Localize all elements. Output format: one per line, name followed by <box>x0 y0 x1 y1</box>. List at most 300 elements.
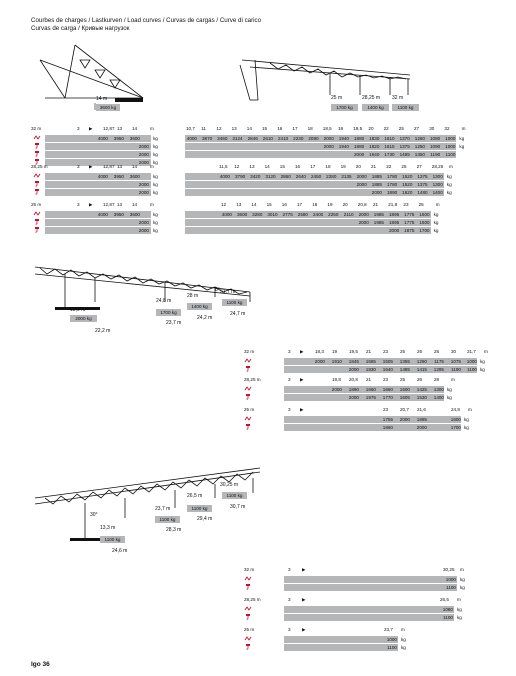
winch-icon <box>244 357 252 364</box>
diag3-load4: 1100 kg <box>222 299 247 306</box>
load-value: 2110 <box>343 212 354 217</box>
load-bar <box>284 584 457 591</box>
arrow-icon: ▶ <box>302 567 306 572</box>
diag3-r1: 13,9 m <box>70 307 86 313</box>
header-cell: 18 <box>325 164 331 169</box>
load-bar <box>284 636 398 643</box>
header-cell: 3 <box>77 164 80 169</box>
load-value: 1500 <box>399 387 410 392</box>
header-cell: m <box>484 349 488 354</box>
header-cell: 14 <box>264 164 270 169</box>
load-value: 4000 <box>97 174 108 179</box>
load-value: 4000 <box>97 136 108 141</box>
crane-diagram-1 <box>25 40 150 110</box>
load-value: 1910 <box>331 359 342 364</box>
load-value: 2000 <box>388 228 400 233</box>
diag3-h2: 23,7 m <box>166 320 182 326</box>
header-cell: 21,8 <box>388 202 398 207</box>
load-value: 1000 <box>386 637 397 642</box>
header-cell: 12,87 <box>103 202 115 207</box>
header-cell: 21 <box>371 164 377 169</box>
load-value: 1000 <box>445 577 456 582</box>
load-value: 1485 <box>399 152 410 157</box>
diag4-r3: 26,5 m <box>187 493 203 499</box>
header-cell: m <box>457 597 461 602</box>
hook-icon <box>244 583 252 590</box>
unit-label: kg <box>153 174 158 179</box>
load-value: 3950 <box>113 212 124 217</box>
unit-label: kg <box>464 417 469 422</box>
unit-label: kg <box>153 182 158 187</box>
load-value: 1290 <box>416 359 427 364</box>
unit-label: kg <box>153 136 158 141</box>
load-value: 1895 <box>416 417 427 422</box>
load-value: 4000 <box>97 212 108 217</box>
winch-icon <box>33 172 41 179</box>
header-cell: 26 <box>417 377 423 382</box>
header-cell: 3 <box>77 126 80 131</box>
header-cell: 16 <box>295 164 301 169</box>
load-value: 1880 <box>353 144 365 149</box>
load-value: 1755 <box>382 417 393 422</box>
load-value: 3600 <box>129 174 140 179</box>
diag3-h1: 22,2 m <box>95 328 111 334</box>
hook-icon <box>33 226 41 233</box>
diag4-h4: 30,7 m <box>230 504 246 510</box>
diag3-load1: 2000 kg <box>70 315 97 322</box>
diag3-h4: 24,7 m <box>230 311 246 317</box>
header-cell: 27 <box>416 164 422 169</box>
unit-label: kg <box>153 160 158 165</box>
load-value: 1780 <box>386 174 398 179</box>
hook-icon <box>244 365 252 372</box>
load-value: 1885 <box>371 174 382 179</box>
load-value: 1080 <box>442 607 453 612</box>
header-cell: m <box>461 126 466 131</box>
header-cell: 11 <box>201 126 206 131</box>
load-value: 1600 <box>419 220 430 225</box>
load-value: 1295 <box>433 367 444 372</box>
load-value: 2450 <box>310 174 322 179</box>
hook-icon <box>244 643 252 650</box>
diag4-r4: 30,25 m <box>220 482 239 488</box>
diag3-h3: 24,2 m <box>197 315 213 321</box>
diag4-load1: 1100 kg <box>100 536 125 543</box>
header-cell: 21 <box>366 349 372 354</box>
load-bar <box>284 614 454 621</box>
diag2-load3: 1100 kg <box>392 104 419 111</box>
arrow-icon: ▶ <box>89 202 93 207</box>
load-value: 1355 <box>399 359 410 364</box>
winch-icon <box>244 575 252 582</box>
winch-icon <box>244 385 252 392</box>
diag4-load3: 1100 kg <box>187 505 212 512</box>
header-cell: 24,8 <box>451 407 460 412</box>
load-value: 2000 <box>358 212 369 217</box>
load-value: 2000 <box>323 144 334 149</box>
load-value: 1775 <box>404 212 415 217</box>
load-value: 2000 <box>138 144 149 149</box>
header-cell: 25 <box>400 349 406 354</box>
header-cell: 21 <box>373 202 379 207</box>
load-value: 1080 <box>429 136 441 141</box>
load-value: 1820 <box>369 144 380 149</box>
diag3-r4: 31,7 m <box>220 289 236 295</box>
header-cell: m <box>150 126 154 131</box>
load-value: 2400 <box>312 212 324 217</box>
winch-icon <box>33 210 41 217</box>
header-cell: 12,87 <box>103 164 115 169</box>
load-value: 3790 <box>234 174 246 179</box>
header-cell: 3 <box>288 597 291 602</box>
load-value: 2000 <box>138 220 149 225</box>
header-cell: 26,5 <box>440 597 449 602</box>
arrow-icon: ▶ <box>302 597 306 602</box>
load-value: 3120 <box>265 174 276 179</box>
header-line2: Curvas de carga / Кривые нагрузок <box>31 25 130 32</box>
hook-icon <box>244 423 252 430</box>
header-cell: m <box>150 202 154 207</box>
hook-icon <box>33 218 41 225</box>
header-cell: 14 <box>246 126 252 131</box>
header-cell: 3 <box>288 567 291 572</box>
header-cell: 10,7 <box>186 126 195 131</box>
header-cell: 25 <box>418 202 424 207</box>
load-value: 2000 <box>399 417 410 422</box>
header-cell: 28 <box>434 377 440 382</box>
load-value: 1100 <box>443 615 453 620</box>
load-value: 1620 <box>402 190 413 195</box>
load-value: 2280 <box>326 174 337 179</box>
arrow-icon: ▶ <box>300 407 304 412</box>
load-value: 2000 <box>353 152 365 157</box>
unit-label: kg <box>153 190 158 195</box>
header-cell: 23 <box>383 349 389 354</box>
winch-icon <box>244 605 252 612</box>
load-value: 1780 <box>386 182 398 187</box>
load-value: 1830 <box>365 367 376 372</box>
load-value: 1000 <box>445 136 456 141</box>
header-cell: 17 <box>292 126 298 131</box>
header-cell: 19,5 <box>353 126 363 131</box>
load-value: 2846 <box>247 136 258 141</box>
header-cell: 19 <box>332 349 338 354</box>
header-cell: 14 <box>132 202 138 207</box>
arrow-icon: ▶ <box>300 377 304 382</box>
unit-label: kg <box>153 144 158 149</box>
load-value: 1175 <box>434 359 444 364</box>
header-cell: 19 <box>327 202 333 207</box>
unit-label: kg <box>153 212 158 217</box>
load-value: 1100 <box>445 152 456 157</box>
load-value: 1090 <box>429 144 441 149</box>
header-cell: 18 <box>307 126 313 131</box>
header-cell: 28 <box>434 349 440 354</box>
unit-label: kg <box>447 387 452 392</box>
load-value: 2000 <box>314 359 325 364</box>
unit-label: kg <box>401 637 406 642</box>
load-value: 4000 <box>219 174 230 179</box>
load-value: 2000 <box>348 395 359 400</box>
header-cell: 22 <box>386 164 392 169</box>
load-value: 3600 <box>236 212 248 217</box>
header-cell: 26 <box>417 349 423 354</box>
load-value: 1100 <box>387 645 397 650</box>
diag4-r2: 23,7 m <box>155 506 171 512</box>
hook-icon <box>33 150 41 157</box>
load-value: 3950 <box>113 136 124 141</box>
load-bar <box>284 416 461 423</box>
load-value: 2000 <box>356 182 367 187</box>
header-cell: 27 <box>414 126 420 131</box>
load-value: 1660 <box>365 387 376 392</box>
jib-length: 25 m <box>244 627 255 632</box>
load-value: 1425 <box>416 387 427 392</box>
unit-label: kg <box>446 190 452 195</box>
load-value: 1300 <box>432 182 443 187</box>
header-cell: 30 <box>451 349 457 354</box>
header-cell: 13 <box>231 126 237 131</box>
jib-length: 25 m <box>244 407 255 412</box>
load-value: 1775 <box>404 220 415 225</box>
load-value: 3420 <box>250 174 261 179</box>
load-value: 2610 <box>262 136 273 141</box>
header-cell: 15 <box>266 202 272 207</box>
unit-label: kg <box>460 577 465 582</box>
load-value: 1730 <box>384 152 395 157</box>
load-value: 1610 <box>384 136 395 141</box>
load-value: 2000 <box>323 136 334 141</box>
diag3-r2: 24,8 m <box>156 298 172 304</box>
header-cell: 30 <box>429 126 435 131</box>
header-cell: 12 <box>221 202 227 207</box>
diag4-h1: 24,6 m <box>112 548 128 554</box>
header-cell: 20 <box>368 126 374 131</box>
hook-icon <box>244 393 252 400</box>
unit-label: kg <box>446 174 452 179</box>
load-value: 1000 <box>445 144 456 149</box>
jib-length: 32 m <box>244 349 255 354</box>
load-value: 1885 <box>371 182 382 187</box>
hook-icon <box>33 188 41 195</box>
load-value: 3600 <box>129 212 140 217</box>
arrow-icon: ▶ <box>89 164 93 169</box>
header-cell: 15 <box>262 126 268 131</box>
header-cell: 23 <box>383 377 389 382</box>
load-value: 1700 <box>419 228 430 233</box>
load-value: 2410 <box>277 136 289 141</box>
load-value: 1100 <box>446 585 456 590</box>
load-value: 3600 <box>129 136 140 141</box>
load-value: 2000 <box>371 190 382 195</box>
load-value: 3010 <box>267 212 278 217</box>
header-cell: 22 <box>383 126 389 131</box>
load-value: 1400 <box>433 395 444 400</box>
load-value: 1890 <box>386 190 398 195</box>
load-value: 2000 <box>138 228 149 233</box>
load-value: 1375 <box>399 144 410 149</box>
unit-label: kg <box>433 228 439 233</box>
load-value: 2000 <box>138 152 149 157</box>
header-cell: 13 <box>117 202 123 207</box>
header-cell: 30,25 <box>443 567 455 572</box>
load-value: 4000 <box>186 136 197 141</box>
load-value: 2640 <box>295 174 306 179</box>
load-value: 2230 <box>293 136 304 141</box>
load-value: 2860 <box>280 174 291 179</box>
load-value: 1485 <box>399 367 410 372</box>
load-value: 1685 <box>365 359 376 364</box>
header-cell: 19 <box>338 126 344 131</box>
load-value: 1605 <box>399 395 410 400</box>
header-cell: 25 <box>401 164 407 169</box>
unit-label: kg <box>153 220 158 225</box>
header-cell: 20 <box>342 202 348 207</box>
arrow-icon: ▶ <box>300 349 304 354</box>
load-value: 2000 <box>358 220 369 225</box>
load-value: 1640 <box>369 152 380 157</box>
header-cell: 3 <box>288 407 291 412</box>
load-value: 2580 <box>297 212 308 217</box>
load-value: 1875 <box>404 228 415 233</box>
header-cell: 25 <box>398 126 404 131</box>
diag3-angle: 8° <box>215 287 220 293</box>
header-cell: 23 <box>383 407 389 412</box>
header-cell: 20,7 <box>400 407 409 412</box>
header-cell: 17 <box>310 164 316 169</box>
load-value: 2080 <box>308 136 319 141</box>
load-value: 1000 <box>466 359 477 364</box>
header-cell: 19 <box>340 164 346 169</box>
header-cell: 18,5 <box>322 126 332 131</box>
diag2-r2: 28,25 m <box>362 95 381 101</box>
header-cell: 16 <box>281 202 287 207</box>
load-value: 1350 <box>414 152 425 157</box>
load-value: 2000 <box>348 367 359 372</box>
load-value: 4000 <box>221 212 232 217</box>
load-value: 3950 <box>113 174 124 179</box>
jib-length: 32 m <box>31 126 42 131</box>
header-cell: 17 <box>297 202 303 207</box>
load-value: 2000 <box>356 174 367 179</box>
diag4-load4: 1100 kg <box>222 492 247 499</box>
load-value: 3280 <box>252 212 263 217</box>
load-value: 1370 <box>399 136 410 141</box>
diag3-load3: 1400 kg <box>187 303 212 310</box>
load-value: 1700 <box>450 425 461 430</box>
header-cell: 32 <box>444 126 450 131</box>
diag2-r1: 25 m <box>331 95 343 101</box>
load-value: 1075 <box>450 359 461 364</box>
header-cell: 13 <box>117 126 123 131</box>
load-value: 3870 <box>201 136 213 141</box>
jib-length: 32 m <box>244 567 255 572</box>
header-cell: 14 <box>132 164 138 169</box>
unit-label: kg <box>433 220 439 225</box>
unit-label: kg <box>480 359 485 364</box>
unit-label: kg <box>433 212 439 217</box>
unit-label: kg <box>464 425 469 430</box>
header-cell: m <box>451 377 455 382</box>
header-cell: 23 <box>403 202 409 207</box>
load-value: 2000 <box>138 182 149 187</box>
load-value: 1415 <box>416 367 427 372</box>
load-value: 1985 <box>373 220 384 225</box>
header-cell: m <box>401 627 405 632</box>
diag4-angle: 30° <box>90 512 98 518</box>
load-value: 1985 <box>373 212 384 217</box>
load-bar <box>284 576 457 583</box>
header-cell: 11,5 <box>219 164 228 169</box>
crane-diagram-4 <box>25 458 265 558</box>
arrow-icon: ▶ <box>302 627 306 632</box>
load-value: 1880 <box>353 136 365 141</box>
load-value: 2000 <box>138 160 149 165</box>
jib-length: 28,25 m <box>244 377 261 382</box>
load-value: 1520 <box>402 174 413 179</box>
load-value: 2250 <box>328 212 339 217</box>
header-cell: 19,5 <box>349 349 358 354</box>
unit-label: kg <box>153 228 158 233</box>
load-value: 1860 <box>382 425 393 430</box>
header-cell: 12 <box>234 164 240 169</box>
unit-label: kg <box>459 144 465 149</box>
load-value: 1975 <box>365 395 376 400</box>
arrow-icon: ▶ <box>89 126 93 131</box>
diag3-load2: 1700 kg <box>156 309 181 316</box>
winch-icon <box>33 134 41 141</box>
unit-label: kg <box>446 182 452 187</box>
unit-label: kg <box>480 367 485 372</box>
header-cell: m <box>460 567 464 572</box>
winch-icon <box>244 635 252 642</box>
page-number: Igo 36 <box>31 661 50 668</box>
load-value: 1300 <box>432 174 443 179</box>
diag4-h2: 28,3 m <box>166 527 182 533</box>
load-value: 1100 <box>467 367 477 372</box>
unit-label: kg <box>447 395 452 400</box>
header-cell: 23,7 <box>384 627 393 632</box>
load-value: 1895 <box>388 220 400 225</box>
unit-label: kg <box>153 152 158 157</box>
header-cell: 3 <box>77 202 80 207</box>
jib-length: 28,25 m <box>244 597 261 602</box>
winch-icon <box>244 415 252 422</box>
diag1-reach: 14 m <box>96 96 108 102</box>
unit-label: kg <box>401 645 406 650</box>
jib-length: 25 m <box>31 202 42 207</box>
load-value: 1895 <box>388 212 400 217</box>
load-value: 1260 <box>414 136 425 141</box>
header-cell: 13 <box>236 202 242 207</box>
load-value: 1640 <box>382 367 393 372</box>
header-cell: 16 <box>277 126 283 131</box>
header-cell: m <box>468 407 472 412</box>
unit-label: kg <box>459 136 465 141</box>
header-cell: 20 <box>355 164 361 169</box>
header-cell: 3 <box>288 349 291 354</box>
load-value: 1530 <box>416 395 427 400</box>
load-value: 2000 <box>416 425 427 430</box>
load-value: 1480 <box>417 190 428 195</box>
load-value: 1375 <box>417 182 428 187</box>
load-value: 3124 <box>232 136 243 141</box>
header-cell: 15 <box>279 164 285 169</box>
header-cell: 18 <box>312 202 318 207</box>
diag2-load1: 1700 kg <box>331 104 358 111</box>
load-value: 3460 <box>217 136 228 141</box>
load-value: 1600 <box>450 417 461 422</box>
